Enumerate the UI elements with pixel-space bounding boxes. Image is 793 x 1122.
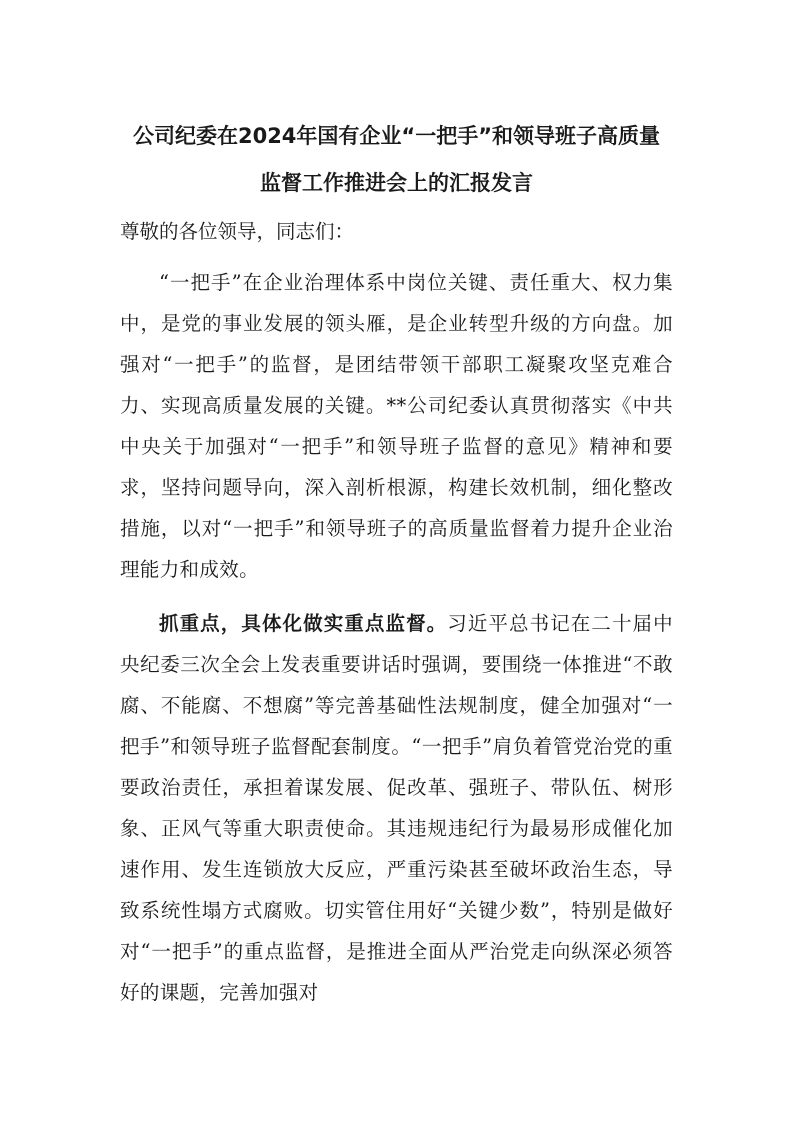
salutation: 尊敬的各位领导，同志们：: [120, 220, 355, 243]
document-title-line-2: 监督工作推进会上的汇报发言: [260, 171, 533, 195]
paragraph-key-supervision: [120, 603, 673, 1013]
paragraph-body-text: 习近平总书记在二十届中央纪委三次全会上发表重要讲话时强调，要围绕一体推进“不敢腐、不能腐、不想腐”等完善基础性法规制度，健全加强对“一把手”和领导班子监督配套制度。“一把手”肩负着管党治党的重要政治责任，承担着谋发展、促改革、强班子、带队伍、树形象、正风气等重大职责使命。其违规违纪行为最易形成催化加速作用、发生连锁放大反应，严重污染甚至破坏政治生态，导致系统性塌方式腐败。切实管住用好“关键少数”，特别是做好对“一把手”的重点监督，是推进全面从严治党走向纵深必须答好的课题，完善加强对: [120, 612, 673, 1004]
document-title-line-1: 公司纪委在2024年国有企业“一把手”和领导班子高质量: [132, 124, 661, 148]
paragraph-lead-heading: 抓重点，具体化做实重点监督。: [159, 612, 448, 635]
paragraph-intro: “一把手”在企业治理体系中岗位关键、责任重大、权力集中，是党的事业发展的领头雁，是企业转型升级的方向盘。加强对“一把手”的监督，是团结带领干部职工凝聚攻坚克难合力、实现高质量发展的关键。**公司纪委认真贯彻落实《中共中央关于加强对“一把手”和领导班子监督的意见》精神和要求，坚持问题导向，深入剖析根源，构建长效机制，细化整改措施，以对“一把手”和领导班子的高质量监督着力提升企业治理能力和成效。: [120, 271, 673, 581]
